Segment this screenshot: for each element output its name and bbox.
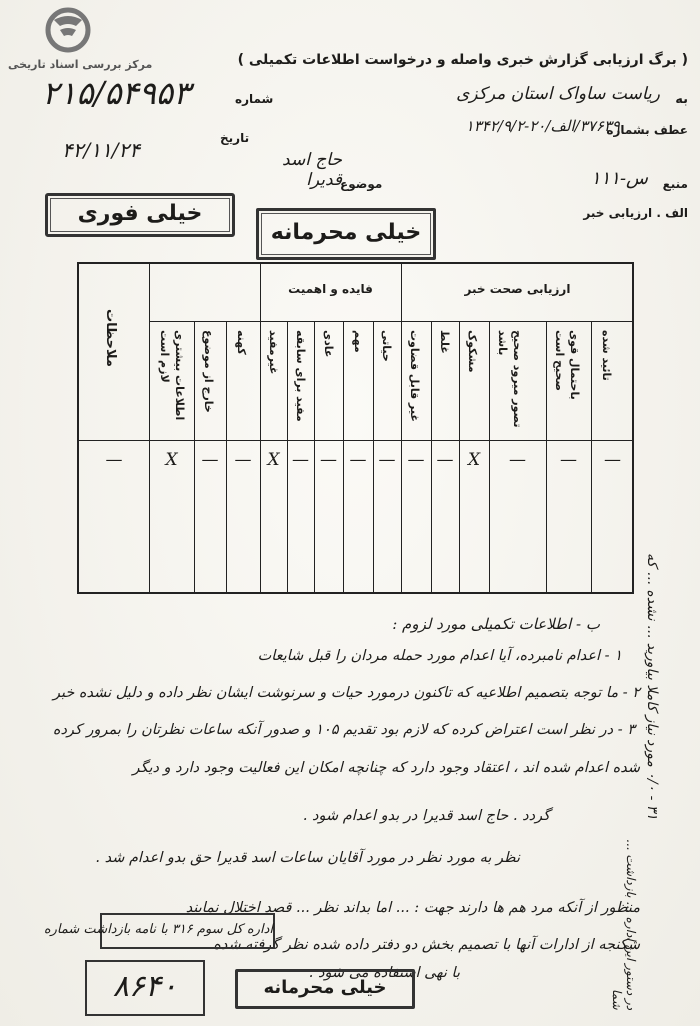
- subject-value: حاج اسد قدیرا: [282, 150, 342, 190]
- group-accuracy: ارزیابی صحت خبر: [464, 282, 571, 296]
- watermark-text: مرکز بررسی اسناد تاریخی: [8, 58, 153, 71]
- col-important: مهم: [352, 330, 365, 353]
- col-not-useful: غیرمفید: [267, 330, 280, 375]
- secret-stamp-top: خیلی محرمانه: [256, 208, 436, 260]
- mark-stale: —: [234, 450, 252, 470]
- section-b-heading: ب - اطلاعات تکمیلی مورد لزوم :: [392, 615, 600, 633]
- urgent-stamp: خیلی فوری: [45, 193, 235, 237]
- col-confirmed: تائید شده: [600, 330, 613, 381]
- mark-notes: —: [105, 450, 123, 470]
- source-label: منبع: [662, 177, 688, 191]
- section-a-heading: الف . ارزیابی خبر: [583, 206, 688, 220]
- secret-stamp-bottom: خیلی محرمانه: [235, 969, 415, 1009]
- addressee-value: ریاست ساواک استان مرکزی: [456, 84, 660, 104]
- col-cannot-judge: غیر قابل قضاوت: [408, 330, 421, 422]
- mark-vital: —: [378, 450, 396, 470]
- table-divider: [149, 264, 150, 592]
- group-notes: ملاحظات: [103, 309, 118, 367]
- mark-cannot-judge: —: [407, 450, 425, 470]
- mark-possibly-true: —: [509, 450, 526, 470]
- office-stamp-box: اداره کل سوم ۳۱۶ با نامه بازداشت شماره: [100, 913, 275, 949]
- col-probably-true: باحتمال قوی صحیح است: [553, 330, 581, 400]
- body-line-7: منظور از آنکه مرد هم ها دارند جهت : ... اما بداند نظر ... قصد اختلال نمایند: [185, 900, 640, 916]
- right-margin-text: در دستور این اداره ... بازداشت ... شما: [610, 838, 638, 1010]
- archive-logo: [40, 6, 96, 54]
- body-line-4: شده اعدام شده اند ، اعتقاد وجود دارد که چنانچه امکان این فعالیت وجود دارد و دیگر: [132, 760, 640, 776]
- body-line-1: ۱ - اعدام نامبرده، آیا اعدام مورد حمله مردان را قبل شایعات: [257, 648, 622, 664]
- date-label: تاریخ: [220, 131, 250, 145]
- col-ordinary: عادی: [322, 330, 335, 358]
- body-line-8: شکنجه از ادارات آنها با تصمیم بخش دو دفتر داده شده نظر گرفته شده ...: [194, 937, 640, 953]
- mark-false: —: [436, 450, 454, 470]
- mark-doubtful: X: [467, 450, 481, 470]
- table-divider: [260, 264, 261, 592]
- col-false: غلط: [438, 330, 451, 354]
- body-line-5: گردد . حاج اسد قدیرا در بدو اعدام شود .: [302, 808, 550, 824]
- number-label: شماره: [235, 92, 274, 106]
- body-line-6: نظر به مورد نظر در مورد آقایان ساعات اسد قدیرا حق بدو اعدام شد .: [95, 850, 520, 866]
- table-group-divider: [149, 321, 632, 322]
- evaluation-table: [77, 262, 634, 594]
- mark-off-topic: —: [201, 450, 219, 470]
- mark-probably-true: —: [560, 450, 577, 470]
- col-vital: حیاتی: [380, 330, 393, 362]
- form-title: ( برگ ارزیابی گزارش خبری واصله و درخواست اطلاعات تکمیلی ): [237, 52, 688, 68]
- mark-more-info: X: [165, 450, 178, 470]
- mark-important: —: [349, 450, 367, 470]
- reference-label: عطف بشماره: [606, 123, 688, 137]
- subject-label: موضوع: [340, 177, 383, 191]
- mark-useful: —: [292, 450, 309, 470]
- col-possibly-true: تصور میرود صحیح باشد: [496, 330, 524, 428]
- number-value: ۲۱۵/۵۴۹۵۳: [42, 74, 191, 112]
- table-header-divider: [79, 440, 632, 441]
- col-useful: مفید برای سابقه: [294, 330, 307, 422]
- group-value: فایده و اهمیت: [288, 282, 373, 296]
- body-line-2: ۲ - ما توجه بتصمیم اطلاعیه که تاکنون درمورد حیات و سرنوشت ایشان نظر داده و دلیل نشده خبر: [52, 685, 640, 701]
- handwritten-number: ۸۶۴۰: [85, 960, 205, 1016]
- reference-value: ۳۷۶۳۹/الف/۲۰-۱۳۴۲/۹/۲: [465, 117, 620, 135]
- right-margin-note: ۳۱ - ۰/۰ مورد نیاز کاملا بیاورید ... نشده ... که: [644, 553, 660, 820]
- mark-confirmed: —: [604, 450, 621, 470]
- col-stale: کهنه: [235, 330, 248, 355]
- col-off-topic: خارج از موضوع: [202, 330, 215, 413]
- body-line-9: با نهی استفاده می شود .: [308, 965, 460, 981]
- addressee-label: به: [675, 92, 688, 107]
- col-more-info: اطلاعات بیشتری لازم است: [158, 330, 186, 421]
- col-doubtful: مشکوک: [466, 330, 479, 373]
- body-line-3: ۳ - در نظر است اعتراض کرده که لازم بود تقدیم ۱۰۵ و صدور آنکه ساعات نظرتان را بمرور کرده: [52, 722, 635, 738]
- date-value: ۴۲/۱۱/۲۴: [62, 138, 140, 162]
- table-divider: [401, 264, 402, 592]
- mark-ordinary: —: [320, 450, 337, 470]
- source-value: س-۱۱۱: [590, 168, 648, 189]
- mark-not-useful: X: [267, 450, 280, 470]
